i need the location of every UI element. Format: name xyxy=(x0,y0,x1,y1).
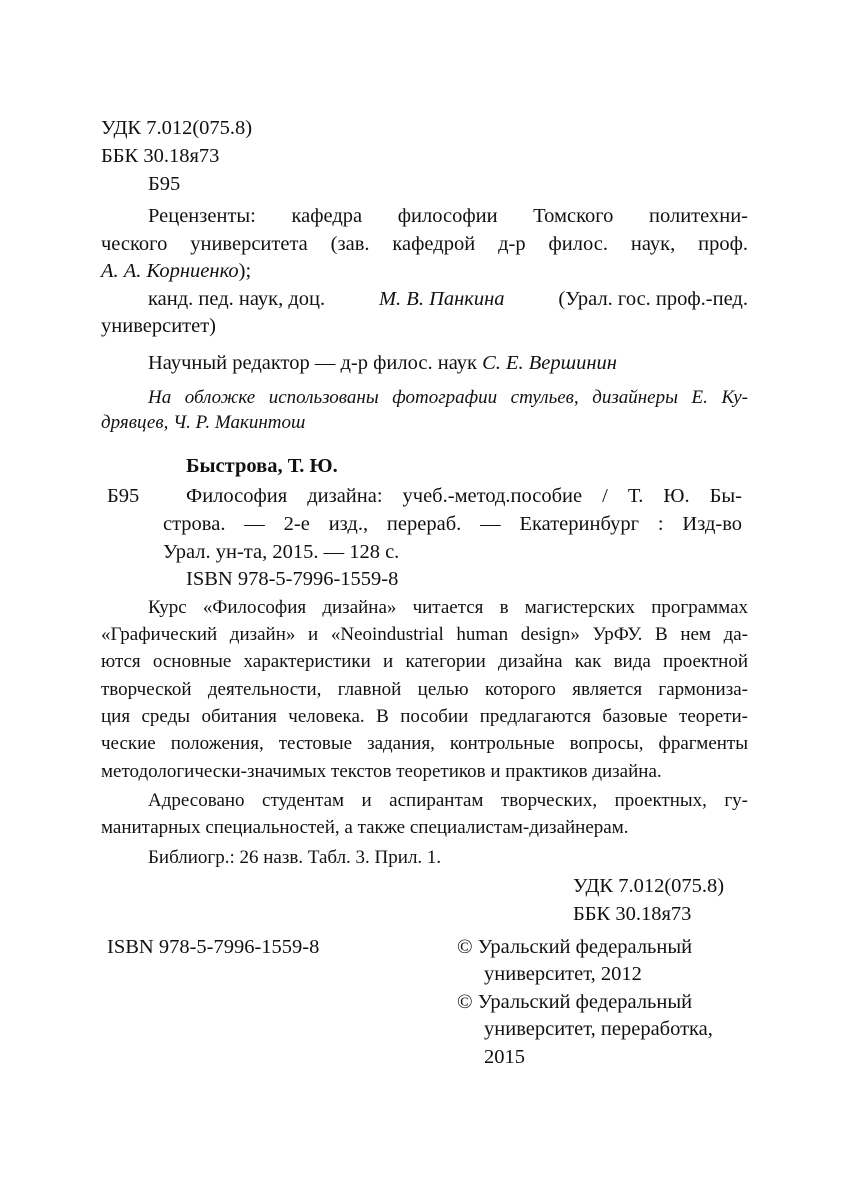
cover-note-line-2: дрявцев, Ч. Р. Макинтош xyxy=(101,412,306,433)
footer-udk: УДК 7.012(075.8) xyxy=(573,875,725,897)
reviewer-2-org: (Урал. гос. проф.-пед. xyxy=(558,288,748,310)
bibliographic-line-1: Философия дизайна: учеб.-метод.пособие / Т. Ю. Бы- xyxy=(186,485,742,507)
editor-prefix: Научный редактор — д-р филос. наук xyxy=(148,352,477,374)
footer-bbk: ББК 30.18я73 xyxy=(573,903,692,925)
abstract-line: методологически-значимых текстов теоретиков и практиков дизайна. xyxy=(101,761,662,782)
reviewers-line-2: ческого университета (зав. кафедрой д-р филос. наук, проф. xyxy=(101,233,748,255)
reviewers-line-3 xyxy=(101,259,251,283)
author-mark: Б95 xyxy=(148,173,181,195)
reviewer-2-name: М. В. Панкина xyxy=(378,288,505,310)
bibliographic-isbn: ISBN 978-5-7996-1559-8 xyxy=(186,568,399,590)
bibliographic-author: Быстрова, Т. Ю. xyxy=(186,455,338,477)
abstract-line: ются основные характеристики и категории дизайна как вида проектной xyxy=(101,651,748,672)
reviewers-line-5: университет) xyxy=(101,315,217,337)
bibliographic-line-3: Урал. ун-та, 2015. — 128 с. xyxy=(163,541,400,563)
reviewer-2-prefix: канд. пед. наук, доц. xyxy=(148,288,326,310)
audience-line-1: Адресовано студентам и аспирантам творческих, проектных, гу- xyxy=(148,790,748,811)
udk-code: УДК 7.012(075.8) xyxy=(101,117,253,139)
abstract-line: творческой деятельности, главной целью которого является гармониза- xyxy=(101,679,748,700)
bbk-code: ББК 30.18я73 xyxy=(101,145,220,167)
reviewers-line-4 xyxy=(148,287,748,311)
bibliographic-mark: Б95 xyxy=(107,485,140,507)
copyright-2-line-3: 2015 xyxy=(484,1046,525,1068)
bibliography-count: Библиогр.: 26 назв. Табл. 3. Прил. 1. xyxy=(148,847,442,868)
copyright-1-line-2: университет, 2012 xyxy=(484,963,642,985)
abstract-line: Курс «Философия дизайна» читается в магистерских программах xyxy=(148,597,748,618)
abstract-line: ция среды обитания человека. В пособии предлагаются базовые теорети- xyxy=(101,706,748,727)
copyright-2-line-2: университет, переработка, xyxy=(484,1018,713,1040)
scientific-editor xyxy=(148,351,617,375)
bibliographic-line-2: строва. — 2-е изд., перераб. — Екатеринбург : Изд-во xyxy=(163,513,742,535)
reviewer-1-name: А. А. Корниенко xyxy=(101,260,239,282)
footer-isbn: ISBN 978-5-7996-1559-8 xyxy=(107,936,320,958)
reviewers-line-1: Рецензенты: кафедра философии Томского политехни- xyxy=(148,205,748,227)
cover-note-line-1: На обложке использованы фотографии стульев, дизайнеры Е. Ку- xyxy=(148,387,748,408)
audience-line-2: манитарных специальностей, а также специалистам-дизайнерам. xyxy=(101,817,629,838)
copyright-1-line-1: © Уральский федеральный xyxy=(457,936,693,958)
abstract-line: «Графический дизайн» и «Neoindustrial human design» УрФУ. В нем да- xyxy=(101,624,748,645)
copyright-2-line-1: © Уральский федеральный xyxy=(457,991,693,1013)
abstract-line: ческие положения, тестовые задания, контрольные вопросы, фрагменты xyxy=(101,733,748,754)
editor-name: С. Е. Вершинин xyxy=(482,352,617,374)
reviewer-1-suffix: ); xyxy=(238,260,252,282)
